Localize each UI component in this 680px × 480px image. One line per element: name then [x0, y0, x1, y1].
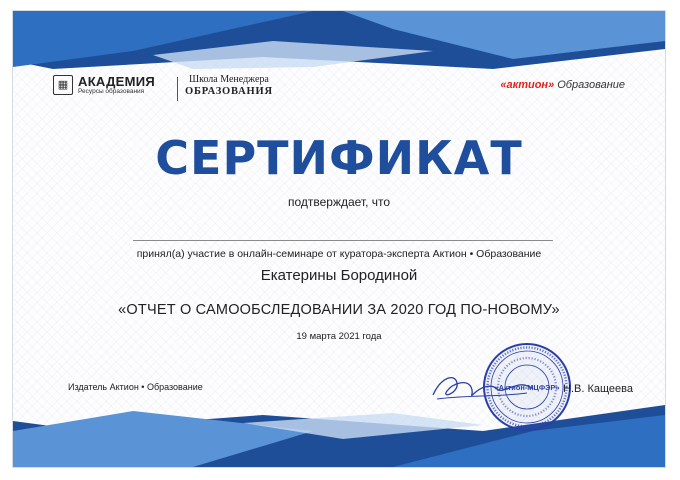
event-title: «ОТЧЕТ О САМООБСЛЕДОВАНИИ ЗА 2020 ГОД ПО-НОВОМУ»	[118, 302, 560, 318]
akademia-tagline: Ресурсы образования	[78, 88, 145, 95]
school-logo-top: Школа Менеджера	[189, 74, 269, 85]
participation-text: принял(а) участие в онлайн-семинаре от куратора-эксперта Актион • Образование	[136, 248, 542, 260]
publisher-text: Издатель Актион • Образование	[68, 382, 203, 392]
akademia-name: АКАДЕМИЯ	[78, 74, 156, 89]
aktion-brand: «актион»	[500, 79, 555, 91]
school-logo	[185, 75, 273, 97]
akademia-logo	[53, 75, 155, 96]
stamp-center-text: «Актион-МЦФЭР»	[494, 383, 560, 392]
signer-name: Н.В. Кащеева	[563, 383, 633, 395]
company-stamp	[481, 341, 573, 433]
event-date: 19 марта 2021 года	[296, 331, 382, 342]
confirms-text: подтверждает, что	[287, 195, 391, 209]
logo-divider	[177, 77, 178, 101]
certificate-title: СЕРТИФИКАТ	[155, 131, 523, 185]
recipient-name: Екатерины Бородиной	[260, 267, 418, 284]
book-emblem-icon: ▦	[53, 75, 73, 95]
aktion-subbrand: Образование	[554, 79, 625, 91]
name-line	[133, 240, 553, 241]
certificate-frame	[12, 10, 666, 468]
aktion-logo	[500, 79, 625, 91]
school-logo-bottom: ОБРАЗОВАНИЯ	[185, 85, 273, 97]
